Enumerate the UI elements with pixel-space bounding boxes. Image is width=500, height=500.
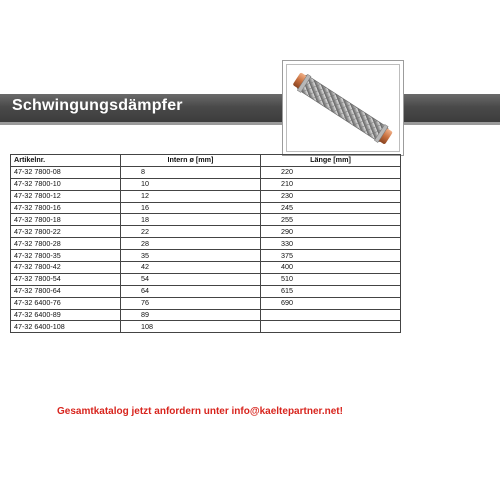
page-title: Schwingungsdämpfer [12,97,183,114]
table-header-row [11,155,401,167]
table-row [11,321,401,333]
product-photo [286,64,400,152]
cell-article: 47-32 7800-42 [11,262,121,274]
cell-article: 47-32 7800-12 [11,190,121,202]
table-row [11,190,401,202]
cell-article: 47-32 7800-22 [11,226,121,238]
cell-length: 255 [261,214,401,226]
cell-inner-diameter: 18 [121,214,261,226]
cell-length: 230 [261,190,401,202]
cell-length [261,309,401,321]
cell-inner-diameter: 12 [121,190,261,202]
catalog-request-note: Gesamtkatalog jetzt anfordern unter info@kaeltepartner.net! [57,406,343,417]
cell-article: 47-32 6400-108 [11,321,121,333]
cell-length: 615 [261,285,401,297]
cell-length [261,321,401,333]
braided-hose-icon [287,65,399,151]
cell-article: 47-32 7800-16 [11,202,121,214]
cell-article: 47-32 6400-89 [11,309,121,321]
cell-inner-diameter: 89 [121,309,261,321]
column-header-inner-diameter: Intern ø [mm] [121,155,261,167]
cell-inner-diameter: 8 [121,166,261,178]
spec-table [10,154,401,333]
table-row [11,285,401,297]
cell-length: 220 [261,166,401,178]
cell-article: 47-32 7800-18 [11,214,121,226]
table-row [11,238,401,250]
cell-inner-diameter: 22 [121,226,261,238]
table-row [11,226,401,238]
cell-inner-diameter: 10 [121,178,261,190]
table-row [11,262,401,274]
cell-article: 47-32 7800-35 [11,250,121,262]
table-row [11,250,401,262]
cell-inner-diameter: 42 [121,262,261,274]
table-row [11,273,401,285]
cell-length: 210 [261,178,401,190]
cell-inner-diameter: 54 [121,273,261,285]
cell-article: 47-32 7800-64 [11,285,121,297]
cell-inner-diameter: 35 [121,250,261,262]
cell-article: 47-32 7800-54 [11,273,121,285]
table-row [11,214,401,226]
cell-inner-diameter: 16 [121,202,261,214]
table-row [11,166,401,178]
cell-article: 47-32 7800-10 [11,178,121,190]
cell-inner-diameter: 76 [121,297,261,309]
column-header-length: Länge [mm] [261,155,401,167]
column-header-article: Artikelnr. [11,155,121,167]
cell-length: 375 [261,250,401,262]
table-row [11,297,401,309]
banner-stripe [0,122,500,125]
cell-length: 290 [261,226,401,238]
cell-inner-diameter: 108 [121,321,261,333]
cell-inner-diameter: 64 [121,285,261,297]
table-row [11,309,401,321]
cell-length: 245 [261,202,401,214]
cell-article: 47-32 7800-08 [11,166,121,178]
cell-length: 510 [261,273,401,285]
table-row [11,202,401,214]
cell-article: 47-32 6400-76 [11,297,121,309]
cell-length: 690 [261,297,401,309]
cell-length: 400 [261,262,401,274]
cell-length: 330 [261,238,401,250]
cell-inner-diameter: 28 [121,238,261,250]
table-row [11,178,401,190]
cell-article: 47-32 7800-28 [11,238,121,250]
